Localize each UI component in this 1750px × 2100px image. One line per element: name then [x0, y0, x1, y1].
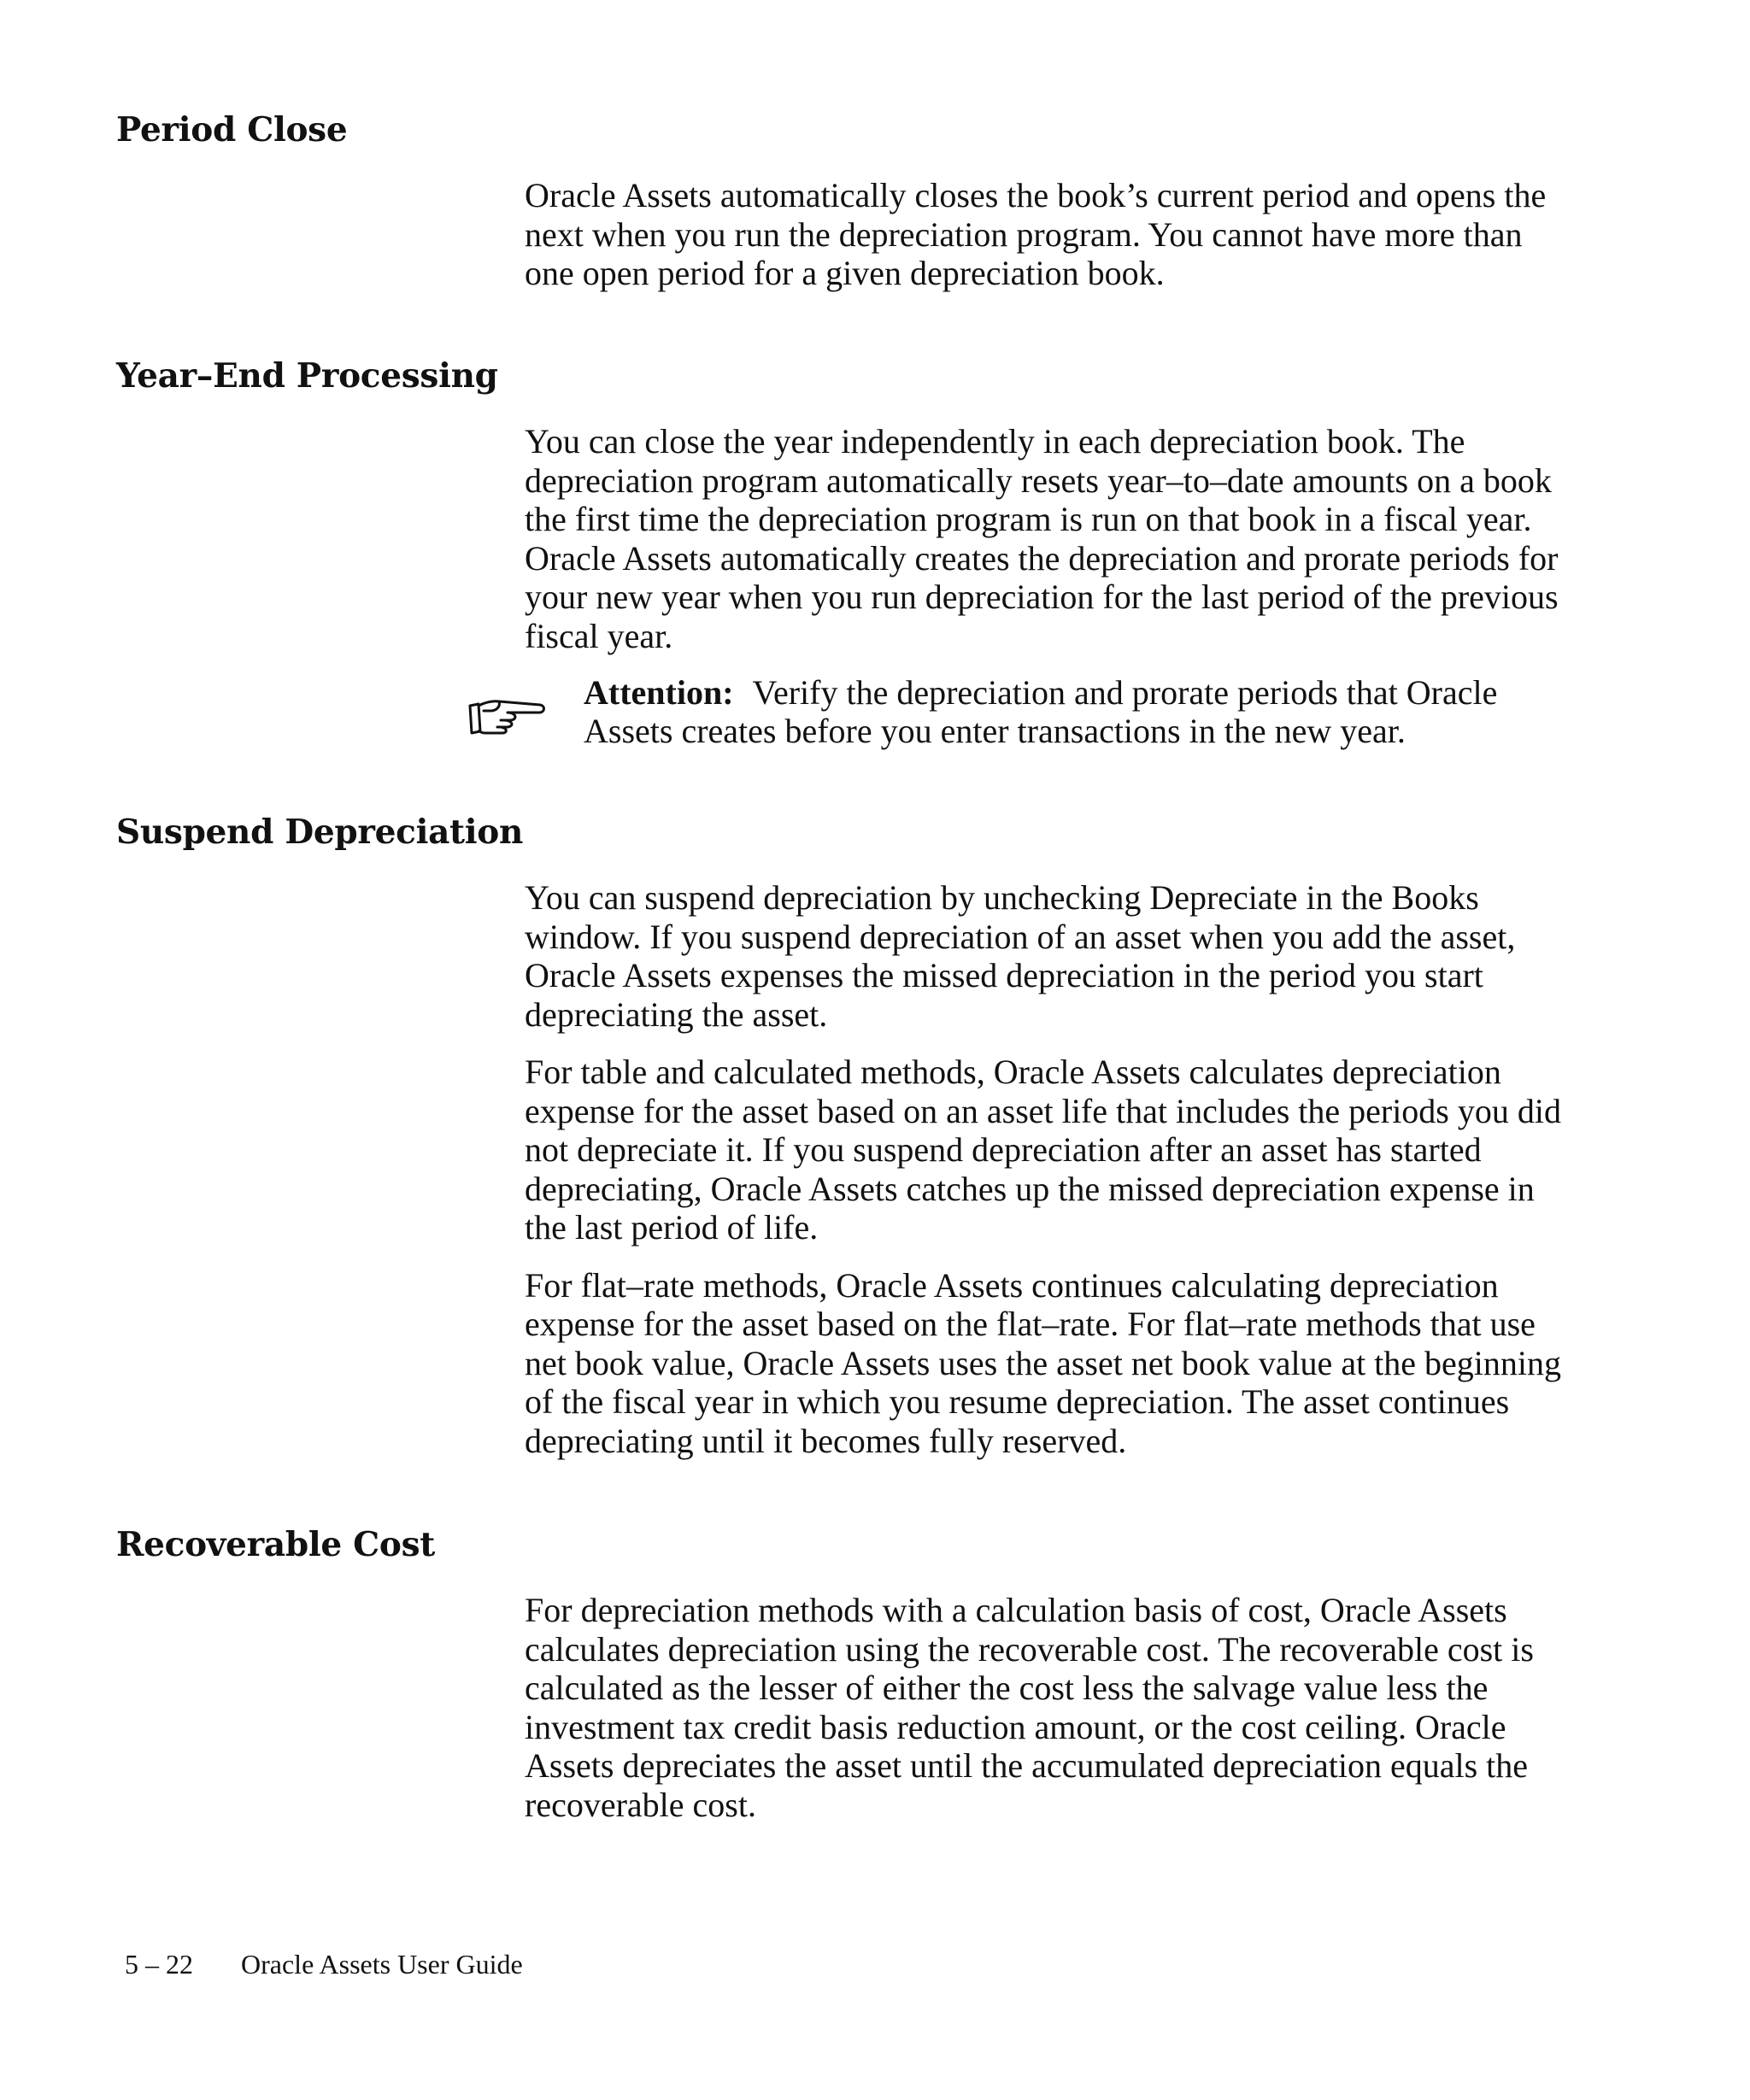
footer-page-number: 5 – 22 — [125, 1949, 193, 1980]
attention-note — [584, 673, 1566, 750]
heading-year-end-processing: Year–End Processing — [116, 356, 498, 396]
section-period-close-body — [525, 176, 1567, 293]
pointing-hand-icon — [467, 694, 549, 742]
paragraph: You can close the year independently in each depreciation book. The depreciation program automatically resets year–to–date amounts on a book the first time the depreciation program is run on that book in a fiscal year. Oracle Assets automatically creates the depreciation and prorate periods for your new year when you run depreciation for the last period of the previous fiscal year. — [525, 422, 1559, 655]
paragraph: Oracle Assets automatically closes the book’s current period and opens the next when you run the depreciation program. You cannot have more than one open period for a given depreciation book. — [525, 176, 1547, 292]
paragraph: For depreciation methods with a calculation basis of cost, Oracle Assets calculates depreciation using the recoverable cost. The recoverable cost is calculated as the lesser of either the cost less the salvage value less the investment tax credit basis reduction amount, or the cost ceiling. Oracle Assets depreciates the asset until the accumulated depreciation equals the recoverable cost. — [525, 1591, 1534, 1824]
section-suspend-body — [525, 878, 1567, 1460]
heading-suspend-depreciation: Suspend Depreciation — [116, 812, 524, 852]
paragraph: For flat–rate methods, Oracle Assets continues calculating depreciation expense for the asset based on the flat–rate. For flat–rate methods that use net book value, Oracle Assets uses the asset net book value at the beginning of the fiscal year in which you resume depreciation. The asset continues depreciating until it becomes fully reserved. — [525, 1265, 1562, 1460]
paragraph: For table and calculated methods, Oracle Assets calculates depreciation expense for the asset based on an asset life that includes the periods you did not depreciate it. If you suspend depreciation after an asset has started depreciating, Oracle Assets catches up the missed depreciation expense in the last period of life. — [525, 1053, 1561, 1247]
section-year-end-body — [525, 422, 1567, 655]
footer-book-title: Oracle Assets User Guide — [241, 1949, 523, 1980]
heading-period-close: Period Close — [116, 110, 348, 150]
paragraph: You can suspend depreciation by unchecking Depreciate in the Books window. If you suspend depreciation of an asset when you add the asset, Oracle Assets expenses the missed depreciation in the period you start depreciating the asset. — [525, 878, 1516, 1034]
heading-recoverable-cost: Recoverable Cost — [116, 1525, 435, 1564]
section-recoverable-body — [525, 1591, 1567, 1824]
attention-label: Attention: — [584, 673, 734, 712]
attention-text: Verify the depreciation and prorate periods that Oracle Assets creates before you enter transactions in the new year. — [584, 673, 1498, 750]
